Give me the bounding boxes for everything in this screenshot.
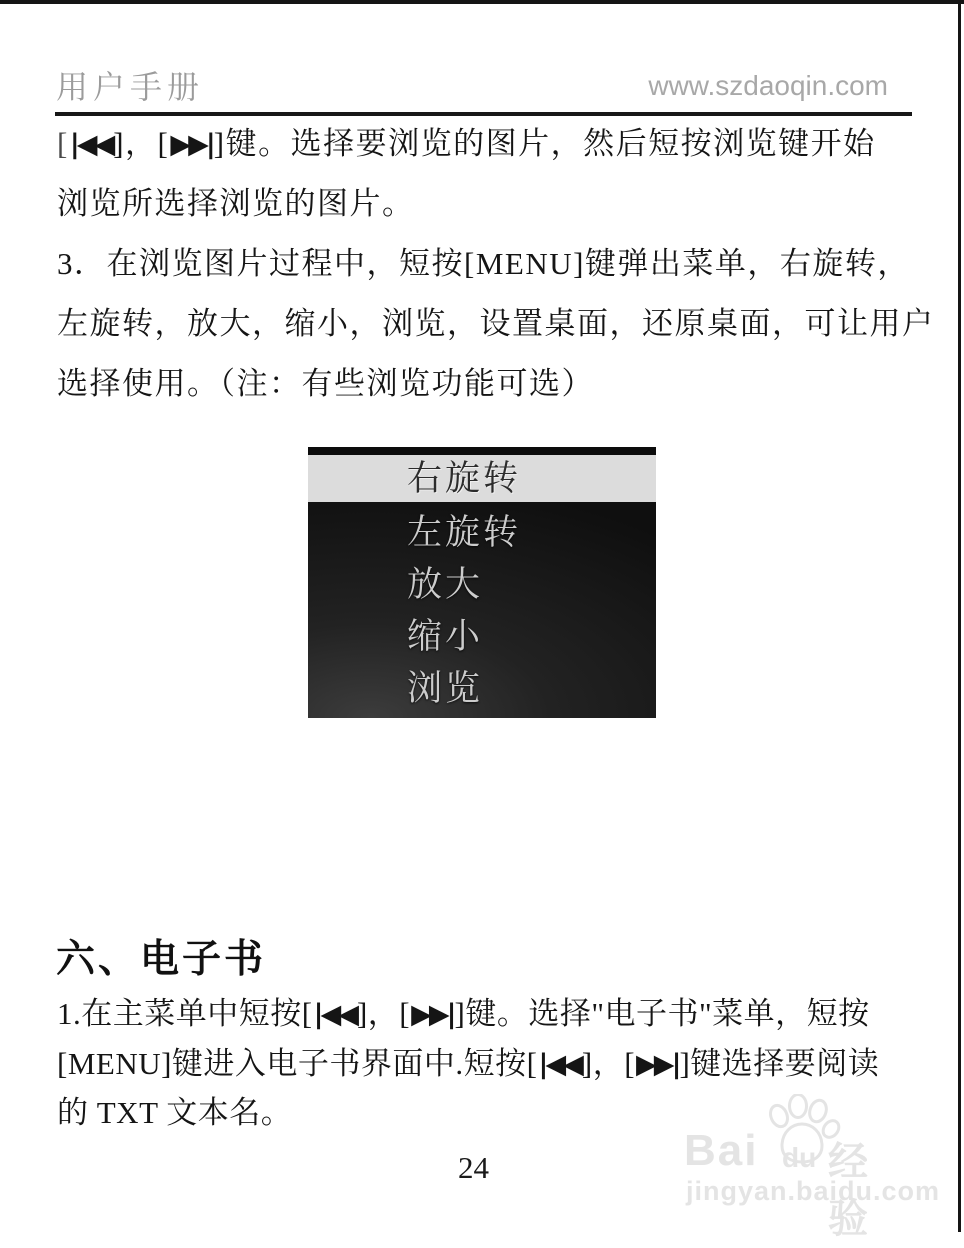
intro-line1-mid: ]，[ <box>113 126 170 161</box>
menu-item: 左旋转 <box>407 513 522 552</box>
baidu-jingyan-watermark <box>676 1094 941 1241</box>
paragraph-ebook-line3: 的 TXT 文本名。 <box>57 1095 293 1130</box>
menu-item-selected: 右旋转 <box>308 455 656 502</box>
header-divider <box>55 112 912 116</box>
paragraph-intro-line2: 浏览所选择浏览的图片。 <box>57 186 415 221</box>
next-track-icon: ▶▶| <box>170 129 213 160</box>
ebook-line2-text: ]键选择要阅读 <box>679 1046 880 1081</box>
paragraph-step3-line1: 3．在浏览图片过程中，短按[MENU]键弹出菜单，右旋转， <box>57 246 910 281</box>
watermark-du-text: du <box>782 1142 817 1173</box>
header-title: 用户手册 <box>56 69 205 105</box>
prev-track-icon: |◀◀ <box>538 1049 581 1080</box>
screenshot-top-bar <box>308 447 656 455</box>
prev-track-icon: |◀◀ <box>69 129 113 160</box>
page-top-border <box>0 0 964 4</box>
next-track-icon: ▶▶| <box>411 999 454 1030</box>
ebook-line1-start: 1.在主菜单中短按[ <box>57 996 313 1031</box>
menu-item: 浏览 <box>407 669 484 708</box>
next-track-icon: ▶▶| <box>636 1049 679 1080</box>
ebook-line1-mid: ]，[ <box>356 996 411 1031</box>
page-right-border <box>958 0 961 1232</box>
paragraph-step3-line3: 选择使用。（注：有些浏览功能可选） <box>57 366 594 401</box>
ebook-line2-mid: ]，[ <box>581 1046 636 1081</box>
watermark-url: jingyan.baidu.com <box>686 1176 941 1206</box>
ebook-line1-text: ]键。选择"电子书"菜单，短按 <box>454 996 870 1031</box>
ebook-line2-start: [MENU]键进入电子书界面中.短按[ <box>57 1046 538 1081</box>
screenshot-menu-body <box>308 502 656 718</box>
paragraph-ebook-line2 <box>57 1046 879 1082</box>
paragraph-step3-line2: 左旋转，放大，缩小，浏览，设置桌面，还原桌面，可让用户 <box>57 306 935 341</box>
intro-line1-text: ]键。选择要浏览的图片，然后短按浏览键开始 <box>213 126 876 161</box>
bracket-open: [ <box>57 126 69 161</box>
watermark-bai-text: Bai <box>684 1126 759 1175</box>
menu-item: 缩小 <box>407 617 484 656</box>
paragraph-ebook-line1 <box>57 996 870 1032</box>
prev-track-icon: |◀◀ <box>313 999 356 1030</box>
watermark-jingyan-badge: 经验 <box>828 1140 870 1241</box>
section-heading-ebook: 六、电子书 <box>56 938 267 981</box>
menu-item: 放大 <box>407 565 484 604</box>
page-number: 24 <box>458 1150 489 1185</box>
header-website: www.szdaoqin.com <box>648 70 888 101</box>
device-menu-screenshot <box>308 447 656 718</box>
paragraph-intro-line1 <box>57 126 876 162</box>
